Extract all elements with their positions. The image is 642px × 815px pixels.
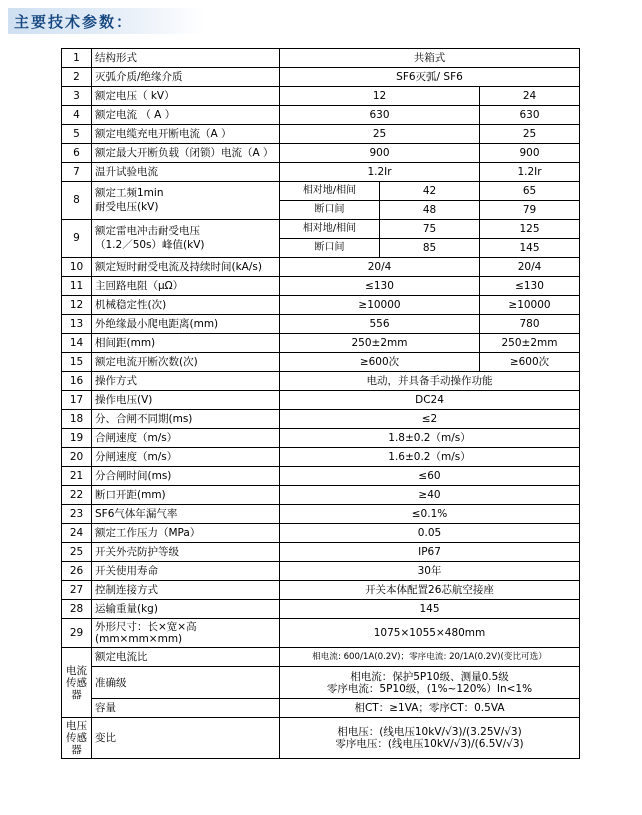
row-value-line1: 相电流：保护5P10级、测量0.5级: [350, 670, 509, 683]
table-row: [62, 600, 580, 619]
row-item: 外形尺寸：长×宽×高(mm×mm×mm): [92, 619, 280, 648]
row-item: 相间距(mm): [92, 334, 280, 353]
row-value-24kv: 125: [480, 220, 580, 239]
table-row: [62, 334, 580, 353]
row-value-12kv: 75: [380, 220, 480, 239]
row-value-12kv: 25: [280, 125, 480, 144]
row-item: 断口开距(mm): [92, 486, 280, 505]
table-row: [62, 258, 580, 277]
spec-table: [61, 48, 580, 759]
table-row: [62, 486, 580, 505]
row-value: 共箱式: [280, 49, 580, 68]
row-item: 额定工作压力（MPa）: [92, 524, 280, 543]
row-no: 29: [62, 619, 92, 648]
row-item-line2: 耐受电压(kV): [95, 200, 159, 213]
row-no: 27: [62, 581, 92, 600]
row-value-24kv: ≤130: [480, 277, 580, 296]
row-item: 准确级: [92, 667, 280, 699]
row-value-12kv: 85: [380, 239, 480, 258]
table-row: [62, 429, 580, 448]
row-item: [92, 182, 280, 220]
row-no: 7: [62, 163, 92, 182]
row-item: 分合闸时间(ms): [92, 467, 280, 486]
row-subitem: 断口间: [280, 239, 380, 258]
row-value: ≤60: [280, 467, 580, 486]
table-row: [62, 106, 580, 125]
row-item: 外绝缘最小爬电距离(mm): [92, 315, 280, 334]
row-value: 相CT：≥1VA；零序CT：0.5VA: [280, 699, 580, 718]
row-item: SF6气体年漏气率: [92, 505, 280, 524]
table-row-current-sensor: [62, 699, 580, 718]
row-no: 9: [62, 220, 92, 258]
row-value-12kv: ≤130: [280, 277, 480, 296]
row-subitem: 相对地/相间: [280, 220, 380, 239]
row-value-line2: 零序电压：(线电压10kV/√3)/(6.5V/√3): [335, 738, 524, 751]
row-item: 额定电流 （ A ）: [92, 106, 280, 125]
row-item: 额定电流开断次数(次): [92, 353, 280, 372]
table-row: [62, 296, 580, 315]
row-item: 温升试验电流: [92, 163, 280, 182]
row-value-12kv: ≥600次: [280, 353, 480, 372]
row-value: 电动，并具备手动操作功能: [280, 372, 580, 391]
row-item: 额定电压（ kV）: [92, 87, 280, 106]
table-row: [62, 87, 580, 106]
title-text: 主要技术参数：: [14, 13, 134, 31]
row-subitem: 断口间: [280, 201, 380, 220]
row-value-24kv: 79: [480, 201, 580, 220]
row-value-12kv: 48: [380, 201, 480, 220]
row-no: 8: [62, 182, 92, 220]
sensor-category-voltage: [62, 718, 92, 759]
row-value-line1: 相电压：(线电压10kV/√3)/(3.25V/√3): [337, 726, 522, 739]
row-no: 13: [62, 315, 92, 334]
row-value: ≥40: [280, 486, 580, 505]
row-value: [280, 667, 580, 699]
row-no: 17: [62, 391, 92, 410]
row-no: 12: [62, 296, 92, 315]
row-value: 145: [280, 600, 580, 619]
row-item: [92, 220, 280, 258]
row-value-24kv: 250±2mm: [480, 334, 580, 353]
row-item: 运输重量(kg): [92, 600, 280, 619]
row-item: 额定电缆充电开断电流（A ）: [92, 125, 280, 144]
table-row: [62, 277, 580, 296]
row-value-24kv: 630: [480, 106, 580, 125]
row-item: 容量: [92, 699, 280, 718]
row-subitem: 相对地/相间: [280, 182, 380, 201]
row-item: 控制连接方式: [92, 581, 280, 600]
row-value: 30年: [280, 562, 580, 581]
row-value-24kv: ≥10000: [480, 296, 580, 315]
table-row-current-sensor: [62, 648, 580, 667]
row-item: 操作方式: [92, 372, 280, 391]
row-value: 0.05: [280, 524, 580, 543]
row-value-24kv: 24: [480, 87, 580, 106]
row-no: 24: [62, 524, 92, 543]
row-value-line2: 零序电流：5P10级，(1%~120%）In<1%: [326, 682, 533, 695]
row-no: 6: [62, 144, 92, 163]
row-no: 18: [62, 410, 92, 429]
row-item: 开关使用寿命: [92, 562, 280, 581]
table-row: [62, 505, 580, 524]
row-value-12kv: 556: [280, 315, 480, 334]
row-no: 21: [62, 467, 92, 486]
table-row: [62, 220, 580, 239]
row-value-24kv: 25: [480, 125, 580, 144]
row-item-line1: 额定雷电冲击耐受电压: [95, 224, 200, 237]
row-value: 1.6±0.2（m/s）: [280, 448, 580, 467]
sensor-category-line1: 电流: [66, 664, 87, 677]
row-item: 额定电流比: [92, 648, 280, 667]
row-value: [280, 718, 580, 759]
row-item: 分闸速度（m/s）: [92, 448, 280, 467]
row-no: 20: [62, 448, 92, 467]
table-row: [62, 182, 580, 201]
table-row: [62, 619, 580, 648]
row-value: ≤0.1%: [280, 505, 580, 524]
row-no: 14: [62, 334, 92, 353]
row-value-24kv: 145: [480, 239, 580, 258]
row-value-12kv: 630: [280, 106, 480, 125]
row-value: 开关本体配置26芯航空接座: [280, 581, 580, 600]
row-item: 机械稳定性(次): [92, 296, 280, 315]
row-no: 28: [62, 600, 92, 619]
table-row-current-sensor: [62, 667, 580, 699]
row-value-12kv: 42: [380, 182, 480, 201]
spec-table-body: [62, 49, 580, 759]
table-row: [62, 353, 580, 372]
table-row: [62, 125, 580, 144]
row-item: 操作电压(V): [92, 391, 280, 410]
table-row: [62, 315, 580, 334]
table-row: [62, 581, 580, 600]
section-title: [8, 8, 206, 34]
table-row: [62, 562, 580, 581]
row-value-24kv: 1.2Ir: [480, 163, 580, 182]
row-no: 5: [62, 125, 92, 144]
row-value: 1.8±0.2（m/s）: [280, 429, 580, 448]
row-no: 25: [62, 543, 92, 562]
row-item: 合闸速度（m/s）: [92, 429, 280, 448]
row-value: DC24: [280, 391, 580, 410]
row-value-12kv: 20/4: [280, 258, 480, 277]
row-no: 1: [62, 49, 92, 68]
table-row: [62, 391, 580, 410]
sensor-category-current: [62, 648, 92, 718]
spec-table-wrapper: [61, 48, 580, 759]
row-no: 10: [62, 258, 92, 277]
row-no: 23: [62, 505, 92, 524]
sensor-category-line2: 传感器: [66, 676, 87, 701]
row-value-12kv: 900: [280, 144, 480, 163]
row-item-line1: 额定工频1min: [95, 186, 164, 199]
row-item: 主回路电阻（μΩ）: [92, 277, 280, 296]
row-no: 15: [62, 353, 92, 372]
table-row: [62, 163, 580, 182]
table-row: [62, 68, 580, 87]
row-value-24kv: ≥600次: [480, 353, 580, 372]
row-value: SF6灭弧/ SF6: [280, 68, 580, 87]
row-item: 变比: [92, 718, 280, 759]
row-no: 19: [62, 429, 92, 448]
row-item: 开关外壳防护等级: [92, 543, 280, 562]
table-row: [62, 372, 580, 391]
table-row-voltage-sensor: [62, 718, 580, 759]
row-value-12kv: 1.2Ir: [280, 163, 480, 182]
row-item-line2: （1.2／50s）峰值(kV): [95, 238, 205, 251]
row-value: IP67: [280, 543, 580, 562]
row-no: 11: [62, 277, 92, 296]
row-value-24kv: 900: [480, 144, 580, 163]
row-value: 相电流: 600/1A(0.2V)；零序电流: 20/1A(0.2V)(变比可选）: [280, 648, 580, 667]
row-no: 3: [62, 87, 92, 106]
row-item: 结构形式: [92, 49, 280, 68]
row-value: 1075×1055×480mm: [280, 619, 580, 648]
row-item: 额定最大开断负载（闭锁）电流（A ）: [92, 144, 280, 163]
row-value-12kv: 12: [280, 87, 480, 106]
table-row: [62, 467, 580, 486]
row-item: 分、合闸不同期(ms): [92, 410, 280, 429]
sensor-category-line2: 传感器: [66, 732, 87, 757]
table-row: [62, 410, 580, 429]
table-row: [62, 448, 580, 467]
row-value-12kv: 250±2mm: [280, 334, 480, 353]
table-row: [62, 543, 580, 562]
sensor-category-line1: 电压: [66, 720, 87, 733]
row-value-24kv: 20/4: [480, 258, 580, 277]
row-value-12kv: ≥10000: [280, 296, 480, 315]
table-row: [62, 49, 580, 68]
row-no: 2: [62, 68, 92, 87]
row-item: 额定短时耐受电流及持续时间(kA/s): [92, 258, 280, 277]
row-value-24kv: 65: [480, 182, 580, 201]
row-no: 4: [62, 106, 92, 125]
row-value-24kv: 780: [480, 315, 580, 334]
row-value: ≤2: [280, 410, 580, 429]
table-row: [62, 524, 580, 543]
row-no: 22: [62, 486, 92, 505]
row-item: 灭弧介质/绝缘介质: [92, 68, 280, 87]
row-no: 16: [62, 372, 92, 391]
table-row: [62, 144, 580, 163]
row-no: 26: [62, 562, 92, 581]
